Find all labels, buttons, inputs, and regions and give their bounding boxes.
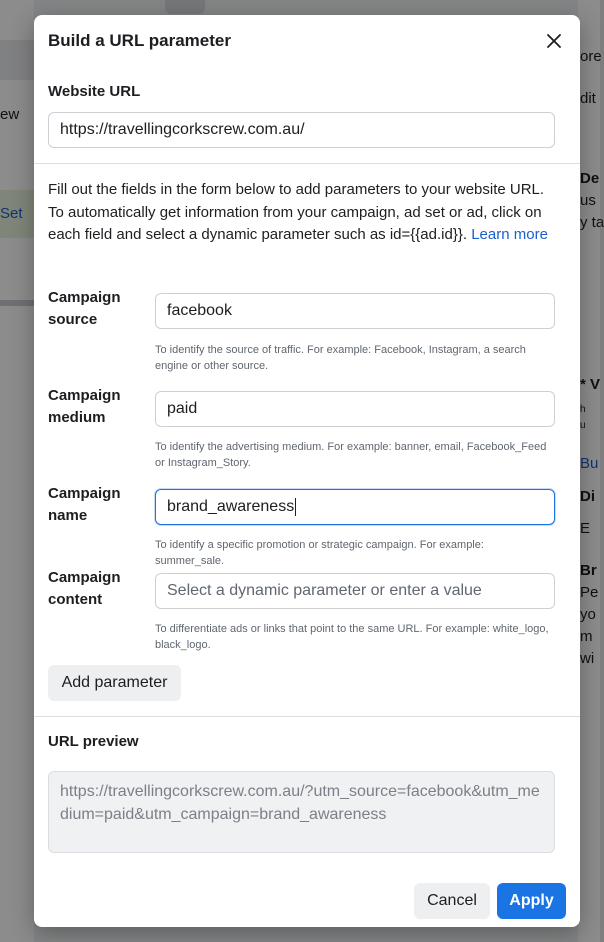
campaign-content-help: To differentiate ads or links that point to the same URL. For example: white_logo, black_logo.: [155, 623, 549, 651]
close-icon: [547, 34, 561, 48]
campaign-source-help: To identify the source of traffic. For example: Facebook, Instagram, a search engine or other source.: [155, 344, 526, 372]
background-text: yo: [580, 606, 596, 623]
background-text: Pe: [580, 584, 599, 601]
background-text: E: [580, 520, 591, 537]
text-cursor: [295, 498, 296, 516]
campaign-source-input[interactable]: facebook: [155, 293, 555, 329]
background-text: Bu: [580, 455, 599, 472]
background-text: Di: [580, 488, 595, 505]
background-text: Br: [580, 562, 597, 579]
campaign-name-input[interactable]: [155, 489, 555, 525]
campaign-medium-input[interactable]: paid: [155, 391, 555, 427]
dialog-title: Build a URL parameter: [48, 31, 231, 50]
background-text: ew: [0, 106, 20, 123]
url-parameter-dialog: [34, 15, 580, 927]
campaign-medium-help: To identify the advertising medium. For example: banner, email, Facebook_Feed or Instagram_Story.: [155, 441, 547, 469]
background-text: ore: [580, 48, 602, 65]
campaign-content-input[interactable]: Select a dynamic parameter or enter a value: [155, 573, 555, 609]
url-preview-label: URL preview: [48, 733, 139, 750]
close-button[interactable]: [540, 27, 568, 55]
background-text: * V: [580, 376, 601, 393]
campaign-name-value: brand_awareness: [167, 498, 295, 515]
campaign-content-label: Campaign content: [48, 569, 121, 608]
divider: [34, 716, 580, 717]
background-text: De: [580, 170, 600, 187]
url-preview-field: https://travellingcorkscrew.com.au/?utm_source=facebook&utm_medium=paid&utm_campaign=brand_awareness: [48, 771, 555, 853]
intro-description: Fill out the fields in the form below to add parameters to your website URL. To automatically get information from your campaign, ad set or ad, click on each field and select a dynamic parameter such as id={{ad.id}}.: [48, 181, 545, 243]
website-url-input[interactable]: https://travellingcorkscrew.com.au/: [48, 112, 555, 148]
cancel-button[interactable]: Cancel: [414, 883, 490, 919]
learn-more-link[interactable]: Learn more: [471, 226, 548, 243]
background-text: u: [580, 420, 586, 431]
background-text: us: [580, 192, 596, 209]
campaign-name-help: To identify a specific promotion or strategic campaign. For example: summer_sale.: [155, 539, 484, 567]
background-text: dit: [580, 90, 596, 107]
background-text: m: [580, 628, 593, 645]
background-text: y ta: [580, 214, 604, 231]
apply-button[interactable]: Apply: [497, 883, 566, 919]
intro-text: [48, 179, 558, 247]
divider: [34, 163, 580, 164]
website-url-label: Website URL: [48, 83, 141, 100]
background-text: h: [580, 404, 586, 415]
campaign-source-label: Campaign source: [48, 289, 121, 328]
campaign-medium-label: Campaign medium: [48, 387, 121, 426]
add-parameter-button[interactable]: Add parameter: [48, 665, 181, 701]
background-text: Set: [0, 205, 23, 222]
background-text: wi: [580, 650, 595, 667]
campaign-name-label: Campaign name: [48, 485, 121, 524]
